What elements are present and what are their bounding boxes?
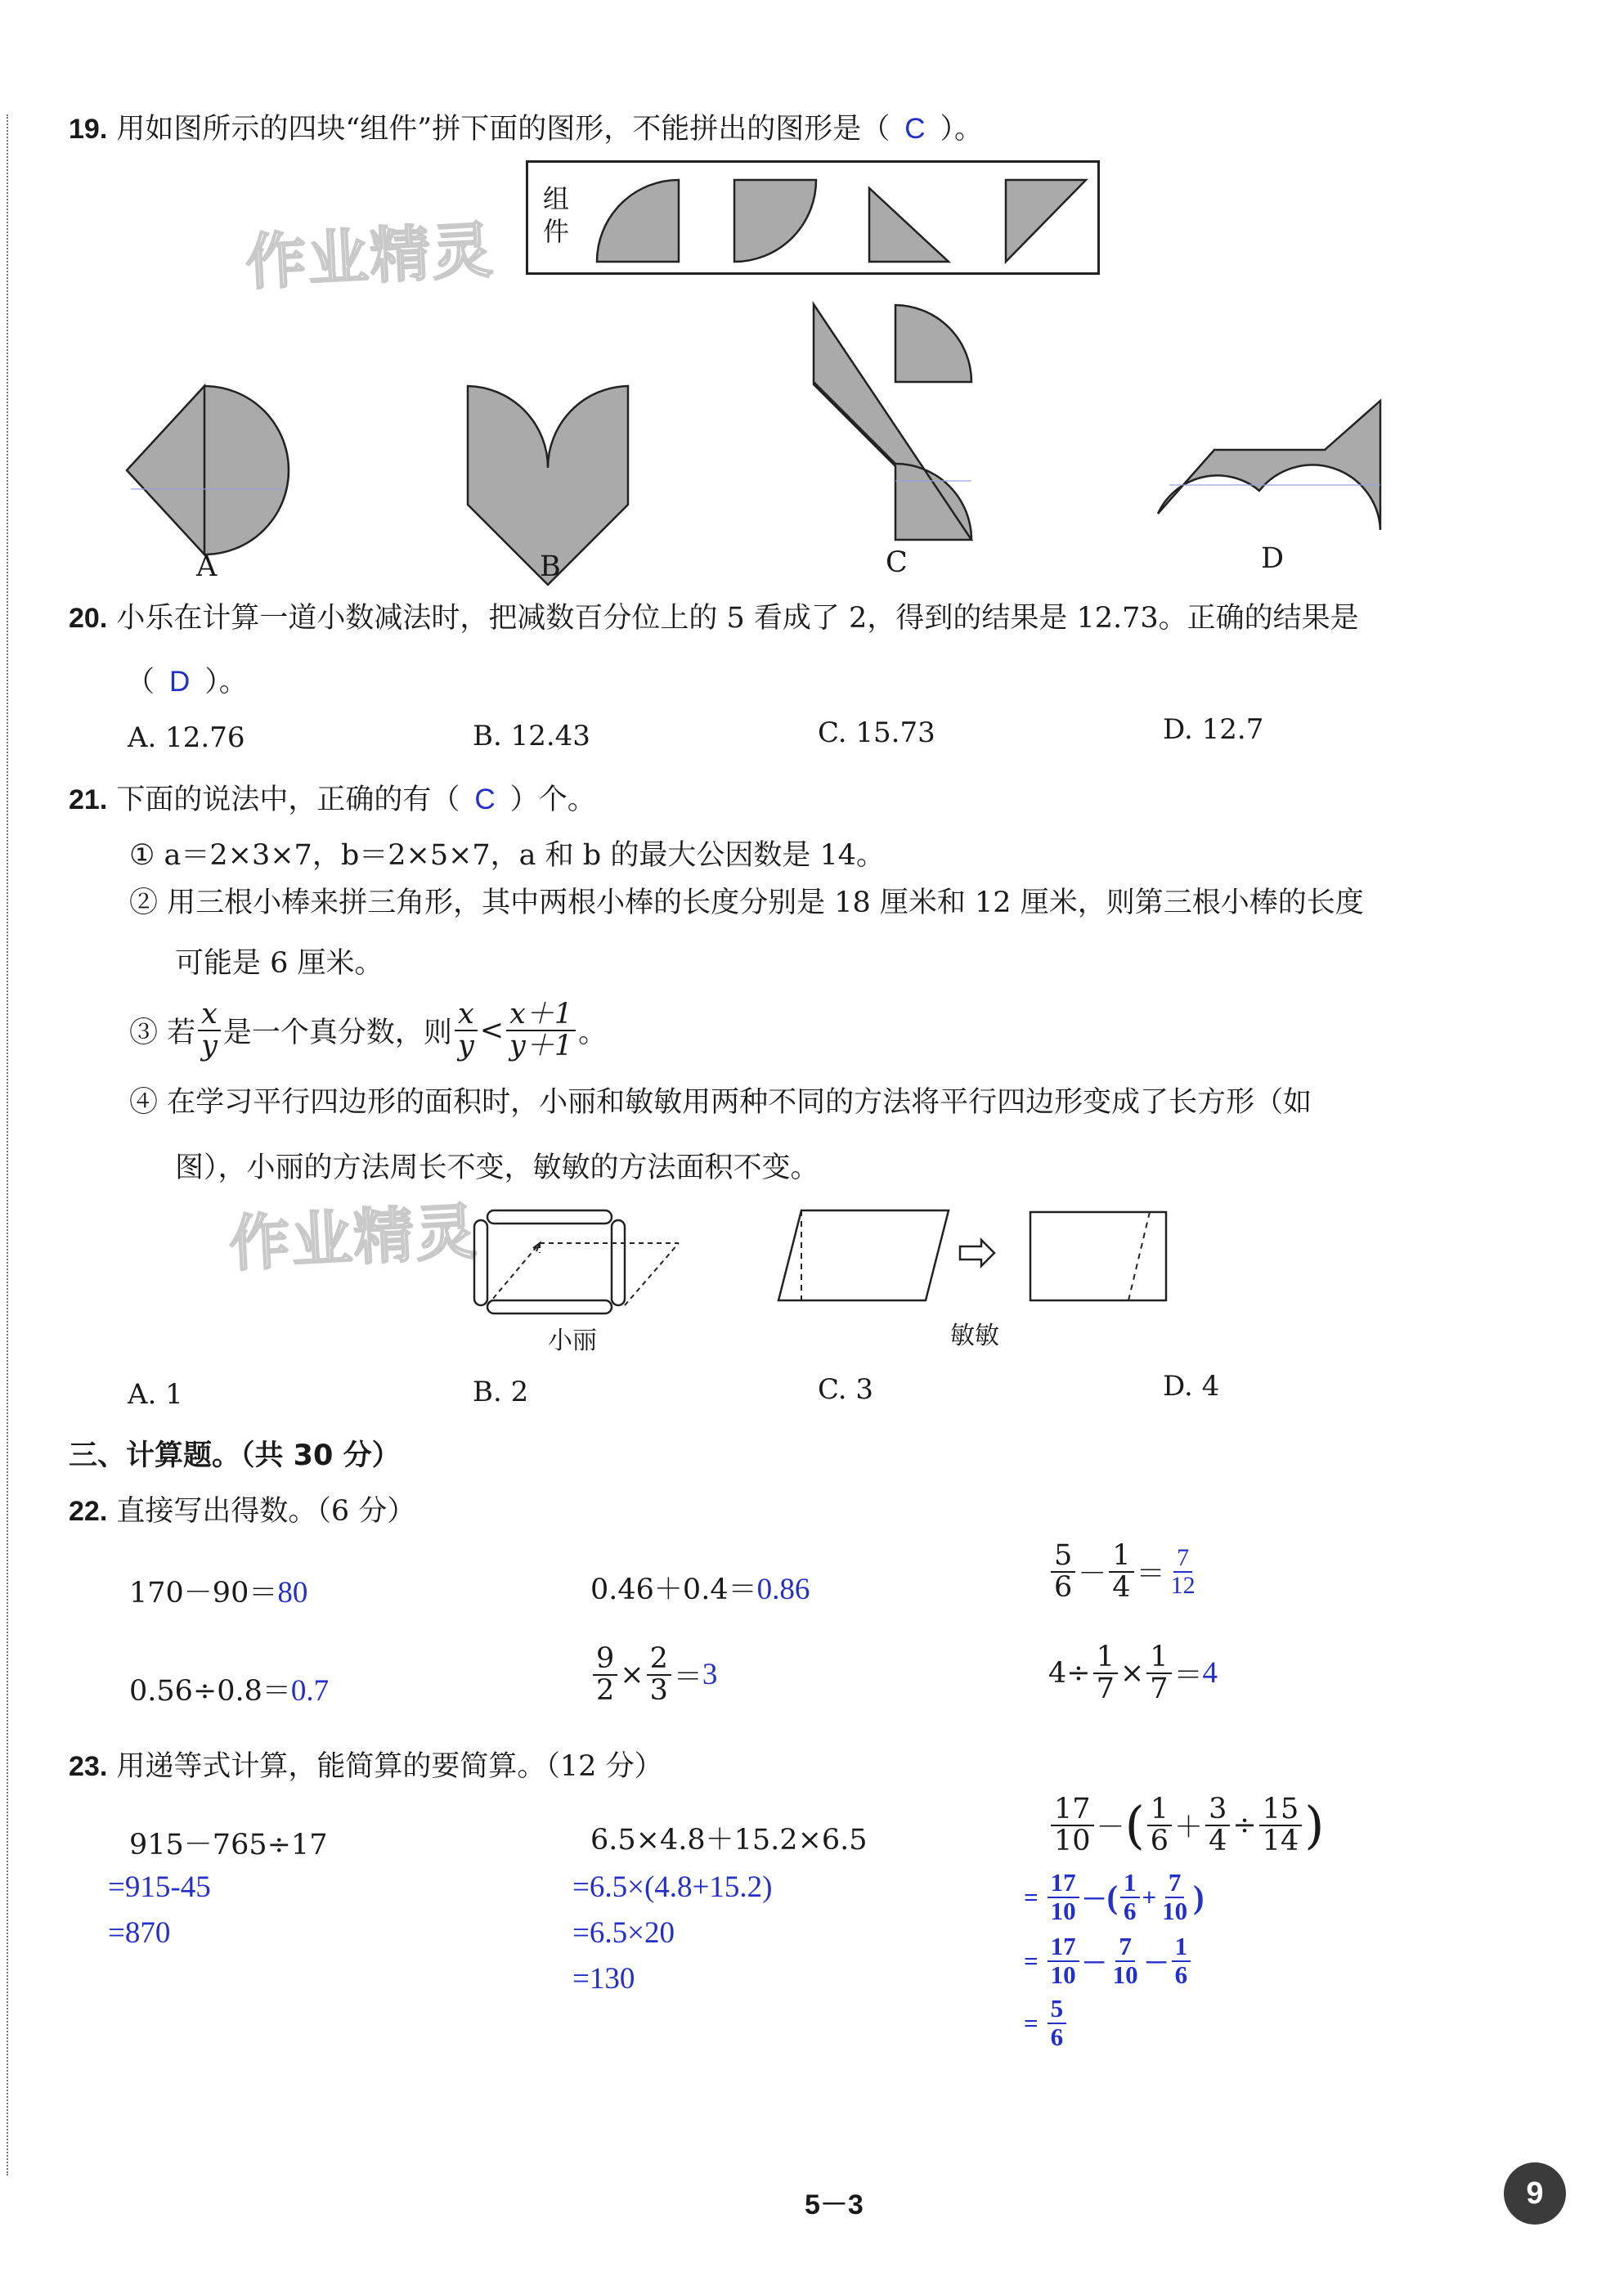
q20-option-c: C. 15.73 xyxy=(818,716,935,749)
numerator: x＋1 xyxy=(506,999,576,1031)
shape-d xyxy=(1158,401,1380,530)
q20-option-a: A. 12.76 xyxy=(128,721,245,754)
q23-step-1-2: =870 xyxy=(108,1916,171,1950)
part-triangle-2 xyxy=(1006,180,1086,262)
numerator: 1 xyxy=(1146,1642,1171,1674)
fraction xyxy=(1048,1933,1079,1988)
numerator: 1 xyxy=(1172,1933,1191,1962)
denominator: 6 xyxy=(1174,1960,1188,1989)
operator: － xyxy=(1081,1885,1107,1915)
q19-answer: C xyxy=(904,113,926,145)
q21-statement-4-line2: 图），小丽的方法周长不变，敏敏的方法面积不变。 xyxy=(175,1152,819,1184)
denominator: 10 xyxy=(1054,1824,1091,1857)
equals: ＝ xyxy=(673,1660,702,1694)
q23-step-3-1 xyxy=(1024,1870,1205,1924)
q21-text-end: ）个。 xyxy=(509,784,596,816)
denominator: 12 xyxy=(1170,1571,1196,1599)
q21-statement-4-line1: ④ 在学习平行四边形的面积时，小丽和敏敏用两种不同的方法将平行四边形变成了长方形（如 xyxy=(129,1086,1312,1119)
composite-shapes xyxy=(0,294,1624,589)
paren-open: ( xyxy=(1106,1879,1118,1916)
fraction-x1-over-y1 xyxy=(506,999,576,1062)
numerator: 17 xyxy=(1051,1794,1094,1826)
q23-problem-3 xyxy=(1048,1794,1324,1857)
q22-stem xyxy=(69,1488,415,1529)
shape-label-b: B xyxy=(540,550,561,583)
q22-title: 直接写出得数。（6 分） xyxy=(116,1495,416,1528)
numerator: 15 xyxy=(1259,1794,1303,1826)
denominator: 14 xyxy=(1262,1824,1299,1857)
operator: － xyxy=(1143,1949,1169,1978)
denominator: 7 xyxy=(1096,1672,1115,1705)
operator: × xyxy=(1119,1656,1145,1690)
q20-paren-open: （ xyxy=(126,666,155,698)
fraction-x-over-y-2 xyxy=(455,999,478,1062)
q23-problem-1: 915－765÷17 xyxy=(129,1829,328,1861)
operator: － xyxy=(1096,1811,1125,1844)
expression: 0.56÷0.8＝ xyxy=(129,1675,291,1708)
q20-stem-line1 xyxy=(69,595,1359,636)
denominator: 6 xyxy=(1150,1824,1169,1857)
q19-number: 19. xyxy=(69,114,108,145)
operator: ＋ xyxy=(1174,1811,1204,1844)
q22-expr-3 xyxy=(1048,1541,1201,1603)
expression: 0.46＋0.4＝ xyxy=(590,1574,757,1606)
numerator: 3 xyxy=(1205,1794,1230,1826)
fraction xyxy=(647,1644,671,1706)
q23-title: 用递等式计算，能简算的要简算。（12 分） xyxy=(116,1750,663,1783)
part-triangle-1 xyxy=(869,188,949,262)
q20-option-b: B. 12.43 xyxy=(473,720,590,752)
q21-statement-1: ① a＝2×3×7，b＝2×5×7，a 和 b 的最大公因数是 14。 xyxy=(129,839,885,872)
q21-s3-middle: 是一个真分数，则 xyxy=(222,1016,452,1049)
section-title: 三、计算题。（共 30 分） xyxy=(69,1439,401,1472)
denominator: 10 xyxy=(1050,1960,1076,1989)
minmin-rectangle xyxy=(1030,1212,1166,1300)
q21-s3-end: 。 xyxy=(578,1016,608,1049)
denominator: 10 xyxy=(1050,1896,1076,1925)
expression: 4÷ xyxy=(1048,1656,1091,1690)
q23-step-3-2 xyxy=(1024,1933,1193,1988)
numerator: 7 xyxy=(1115,1933,1135,1962)
part-quarter-circle-1 xyxy=(597,180,679,262)
q21-statement-3 xyxy=(129,999,607,1062)
arrow-icon xyxy=(960,1240,994,1266)
fraction xyxy=(1110,1933,1142,1988)
q21-option-b: B. 2 xyxy=(473,1376,529,1408)
fraction xyxy=(1051,1794,1094,1857)
q22-expr-5 xyxy=(590,1644,717,1706)
parts-label: 组件 xyxy=(543,183,570,247)
denominator: 10 xyxy=(1112,1960,1138,1989)
denominator: 7 xyxy=(1150,1672,1169,1705)
q22-expr-1 xyxy=(129,1570,307,1611)
expression: 170－90＝ xyxy=(129,1577,278,1610)
denominator: 6 xyxy=(1050,2022,1064,2051)
fraction xyxy=(1205,1794,1230,1857)
numerator: 5 xyxy=(1048,1996,1067,2024)
numerator: 1 xyxy=(1093,1642,1118,1674)
denominator: 10 xyxy=(1162,1896,1188,1925)
minmin-parallelogram xyxy=(778,1210,949,1300)
paren-open: ( xyxy=(1124,1794,1145,1855)
paren-close: ) xyxy=(1304,1794,1325,1855)
shape-label-d: D xyxy=(1261,542,1285,575)
equals: ＝ xyxy=(1173,1659,1203,1692)
numerator: 1 xyxy=(1147,1794,1172,1826)
equals: = xyxy=(1024,2008,1039,2037)
fraction xyxy=(1146,1642,1171,1704)
page-number-badge: 9 xyxy=(1504,2162,1566,2225)
q21-option-c: C. 3 xyxy=(818,1373,874,1406)
q22-answer-2: 0.86 xyxy=(756,1573,810,1606)
denominator: 3 xyxy=(649,1673,668,1707)
operator: + xyxy=(1142,1882,1157,1911)
fraction xyxy=(593,1644,617,1706)
fraction xyxy=(1147,1794,1172,1857)
numerator: 1 xyxy=(1120,1870,1140,1898)
q19-text-end: ）。 xyxy=(940,113,983,146)
q21-answer: C xyxy=(474,784,496,815)
numerator: 9 xyxy=(593,1644,617,1676)
numerator: 5 xyxy=(1051,1541,1075,1573)
q21-figures xyxy=(458,1194,1194,1325)
q23-problem-2: 6.5×4.8＋15.2×6.5 xyxy=(590,1824,868,1857)
fraction-x-over-y xyxy=(198,999,221,1062)
fraction xyxy=(1172,1933,1191,1988)
q23-number: 23. xyxy=(69,1751,108,1782)
denominator: 4 xyxy=(1112,1570,1131,1604)
q19-text: 用如图所示的四块“组件”拼下面的图形，不能拼出的图形是（ xyxy=(116,113,891,146)
q22-answer-1: 80 xyxy=(277,1576,308,1610)
denominator: y xyxy=(201,1029,218,1062)
fraction xyxy=(1048,1996,1067,2050)
fraction xyxy=(1159,1870,1191,1924)
q21-stem xyxy=(69,777,596,818)
denominator: y xyxy=(457,1029,474,1062)
numerator: 17 xyxy=(1048,1870,1079,1898)
numerator: 2 xyxy=(647,1644,671,1676)
parts-figures xyxy=(526,160,1100,275)
q21-statement-2-line1: ② 用三根小棒来拼三角形，其中两根小棒的长度分别是 18 厘米和 12 厘米，则第三根小棒的长度 xyxy=(129,887,1364,919)
equals: = xyxy=(1024,1882,1039,1911)
fraction xyxy=(1259,1794,1303,1857)
denominator: y＋1 xyxy=(509,1029,573,1062)
figure-label-minmin: 敏敏 xyxy=(950,1322,999,1350)
q22-answer-6: 4 xyxy=(1202,1656,1218,1691)
less-than-sign: < xyxy=(479,1013,505,1047)
shape-label-c: C xyxy=(886,546,908,579)
numerator: 17 xyxy=(1048,1933,1079,1962)
q20-answer: D xyxy=(169,666,191,698)
q23-step-2-1: =6.5×(4.8+15.2) xyxy=(572,1870,773,1904)
watermark: 作业精灵 xyxy=(244,215,496,299)
fraction xyxy=(1048,1870,1079,1924)
equals: = xyxy=(1024,1946,1039,1975)
q22-expr-6 xyxy=(1048,1642,1218,1704)
q21-s3-prefix: ③ 若 xyxy=(129,1016,196,1049)
q22-answer-5: 3 xyxy=(702,1658,718,1692)
figure-label-xiaoli: 小丽 xyxy=(548,1327,597,1355)
q21-option-a: A. 1 xyxy=(128,1378,183,1411)
q22-number: 22. xyxy=(69,1496,108,1527)
fraction xyxy=(1051,1541,1075,1603)
q20-stem-line2 xyxy=(126,659,248,700)
shape-a xyxy=(127,386,289,555)
part-quarter-circle-2 xyxy=(734,180,816,262)
shape-c-cap xyxy=(895,305,971,382)
numerator: x xyxy=(198,999,221,1031)
q20-text: 小乐在计算一道小数减法时，把减数百分位上的 5 看成了 2，得到的结果是 12.73。正确的结果是 xyxy=(116,602,1359,635)
numerator: 1 xyxy=(1109,1541,1133,1573)
q22-expr-2 xyxy=(590,1567,810,1608)
q20-option-d: D. 12.7 xyxy=(1163,713,1264,746)
paren-close: ) xyxy=(1193,1879,1205,1916)
page-code: 5－3 xyxy=(805,2189,864,2220)
numerator: x xyxy=(455,999,478,1031)
denominator: 6 xyxy=(1124,1896,1137,1925)
q21-statement-2-line2: 可能是 6 厘米。 xyxy=(175,947,384,980)
q22-answer-4: 0.7 xyxy=(290,1674,330,1708)
q21-number: 21. xyxy=(69,784,108,815)
q23-step-2-2: =6.5×20 xyxy=(572,1916,675,1950)
numerator: 7 xyxy=(1173,1545,1192,1573)
fraction xyxy=(1109,1541,1133,1603)
q22-answer-3 xyxy=(1168,1545,1199,1598)
q22-expr-4 xyxy=(129,1668,329,1709)
q21-option-d: D. 4 xyxy=(1163,1370,1220,1403)
q21-text: 下面的说法中，正确的有（ xyxy=(116,784,460,816)
operator: － xyxy=(1078,1557,1107,1591)
fraction xyxy=(1120,1870,1140,1924)
denominator: 4 xyxy=(1209,1824,1227,1857)
q23-step-3-3 xyxy=(1024,1996,1069,2050)
xiaoli-stick-frame xyxy=(474,1210,679,1313)
equals: ＝ xyxy=(1136,1557,1165,1591)
operator: ÷ xyxy=(1232,1808,1257,1842)
q23-step-2-3: =130 xyxy=(572,1962,635,1996)
q19-stem xyxy=(69,106,983,147)
q23-step-1-1: =915-45 xyxy=(108,1870,211,1904)
watermark: 作业精灵 xyxy=(227,1197,480,1280)
denominator: 2 xyxy=(596,1673,615,1707)
fraction xyxy=(1093,1642,1118,1704)
q23-stem xyxy=(69,1744,663,1785)
q20-paren-close: ）。 xyxy=(204,666,248,698)
q20-number: 20. xyxy=(69,603,108,634)
operator: × xyxy=(620,1658,644,1691)
shape-label-a: A xyxy=(196,550,218,583)
operator: － xyxy=(1081,1949,1107,1978)
denominator: 6 xyxy=(1054,1570,1073,1604)
numerator: 7 xyxy=(1165,1870,1185,1898)
